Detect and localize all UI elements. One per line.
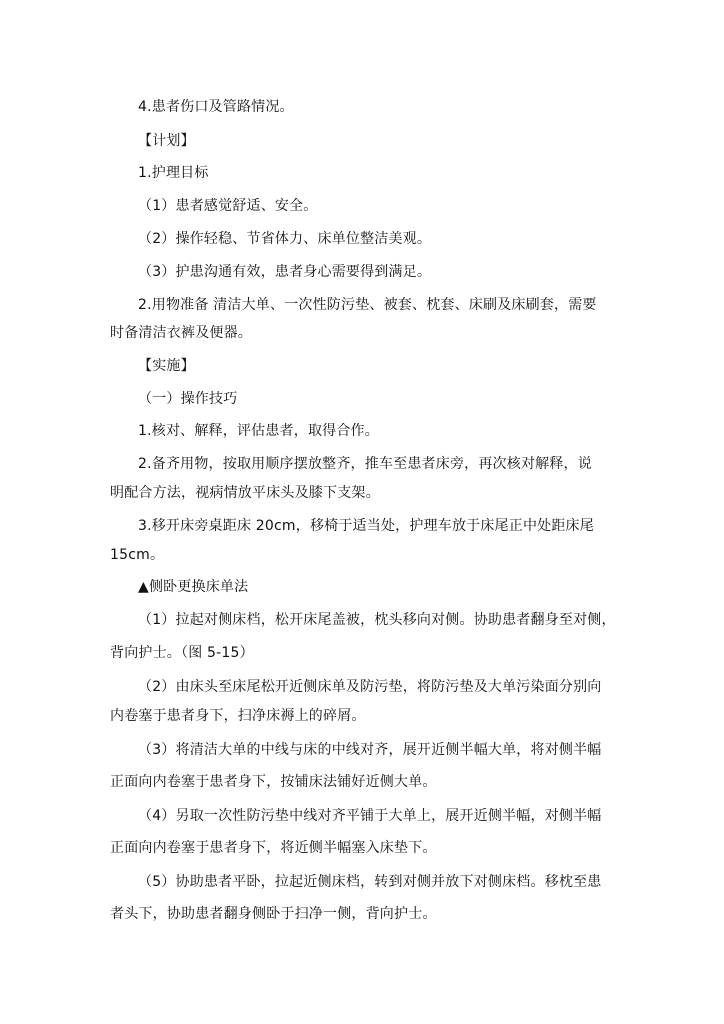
text-line: （2）操作轻稳、节省体力、床单位整洁美观。 [138, 231, 432, 247]
text-line: 1.护理目标 [138, 165, 209, 181]
text-line: 2.用物准备 清洁大单、一次性防污垫、被套、枕套、床刷及床刷套，需要 [138, 297, 597, 313]
text-line: 4.患者伤口及管路情况。 [138, 99, 294, 115]
text-line: （2）由床头至床尾松开近侧床单及防污垫，将防污垫及大单污染面分别向 [138, 679, 602, 695]
text-line: （4）另取一次性防污垫中线对齐平铺于大单上，展开近侧半幅，对侧半幅 [138, 808, 602, 824]
text-line: （3）护患沟通有效，患者身心需要得到满足。 [138, 264, 432, 280]
text-line: （1）患者感觉舒适、安全。 [138, 198, 318, 214]
text-line: 背向护士。（图 5-15） [110, 645, 254, 661]
text-line: 时备清洁衣裤及便器。 [110, 325, 252, 341]
text-line: 者头下，协助患者翻身侧卧于扫净一侧，背向护士。 [110, 906, 437, 922]
text-line: 内卷塞于患者身下，扫净床褥上的碎屑。 [110, 708, 366, 724]
section-heading-implement: 【实施】 [138, 358, 195, 374]
text-line: （1）拉起对侧床档，松开床尾盖被，枕头移向对侧。协助患者翻身至对侧， [138, 612, 616, 628]
text-line: 15cm。 [110, 547, 165, 563]
text-line: （5）协助患者平卧，拉起近侧床档，转到对侧并放下对侧床档。移枕至患 [138, 874, 602, 890]
text-line: （一）操作技巧 [138, 391, 238, 407]
text-line: 正面向内卷塞于患者身下，按铺床法铺好近侧大单。 [110, 774, 437, 790]
section-heading-plan: 【计划】 [138, 133, 195, 149]
text-line: 3.移开床旁桌距床 20cm，移椅于适当处，护理车放于床尾正中处距床尾 [138, 518, 594, 534]
text-line: （3）将清洁大单的中线与床的中线对齐，展开近侧半幅大单，将对侧半幅 [138, 742, 602, 758]
text-line: 正面向内卷塞于患者身下，将近侧半幅塞入床垫下。 [110, 840, 437, 856]
text-line: 明配合方法，视病情放平床头及膝下支架。 [110, 485, 380, 501]
text-line: 2.备齐用物，按取用顺序摆放整齐，推车至患者床旁，再次核对解释，说 [138, 456, 592, 472]
subheading-side-lying: ▲侧卧更换床单法 [138, 579, 249, 595]
text-line: 1.核对、解释，评估患者，取得合作。 [138, 423, 379, 439]
